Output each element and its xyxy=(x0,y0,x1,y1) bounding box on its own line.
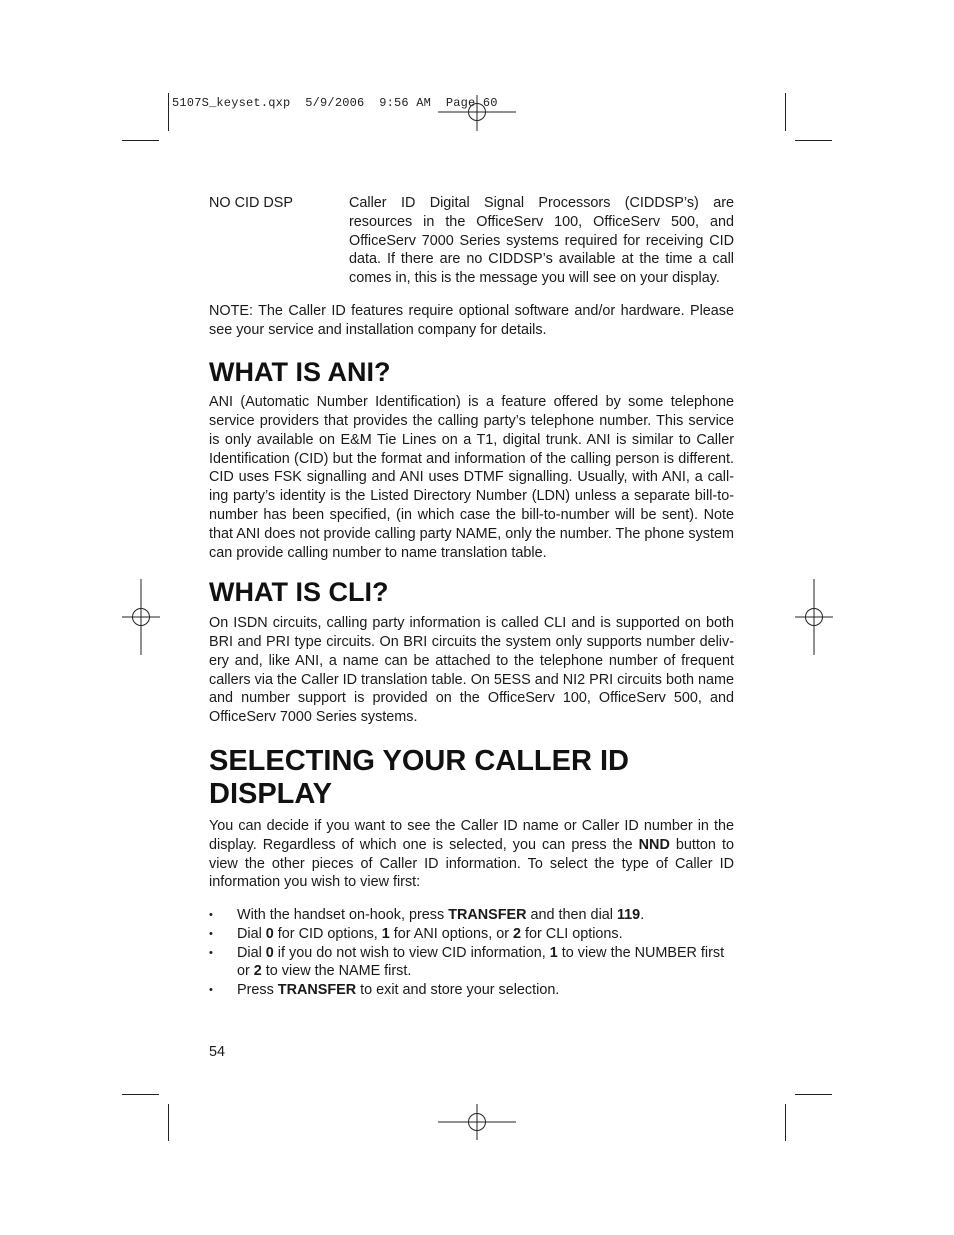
crop-mark xyxy=(122,140,159,141)
text-run: to view the NAME first. xyxy=(261,963,412,980)
crop-mark xyxy=(795,1094,832,1095)
text-run: for CLI options. xyxy=(521,925,623,942)
registration-mark-icon xyxy=(795,579,833,655)
note-paragraph: NOTE: The Caller ID features require optional software and/or hardware. Please see your service and installation company for details. xyxy=(209,302,734,338)
printer-slug: 5107S_keyset.qxp 5/9/2006 9:56 AM Page 60 xyxy=(172,96,498,110)
heading-line: SELECTING YOUR CALLER ID xyxy=(209,744,629,777)
heading-line: DISPLAY xyxy=(209,777,333,810)
registration-mark-icon xyxy=(438,1104,516,1140)
bullet-icon: • xyxy=(209,927,213,940)
crop-mark xyxy=(785,1104,786,1141)
definition-term: NO CID DSP xyxy=(209,195,293,211)
registration-mark-icon xyxy=(122,579,160,655)
list-item xyxy=(209,981,734,1000)
select-display-heading xyxy=(209,745,734,811)
cli-heading: WHAT IS CLI? xyxy=(209,577,389,608)
key-name: 0 xyxy=(265,925,274,942)
list-item xyxy=(209,906,734,925)
cli-paragraph: On ISDN circuits, calling party information is called CLI and is supported on both BRI and PRI type circuits. On BRI circuits the system only supports number delivery and, like ANI, a name can be attached to the telephone number of frequent callers via the Caller ID translation table. On 5ESS and NI2 PRI circuits both name and number support is provided on the OfficeServ 100, OfficeServ 500, and OfficeServ 7000 Series systems. xyxy=(209,615,734,726)
text-run: for CID options, xyxy=(273,925,382,942)
key-name: 1 xyxy=(381,925,390,942)
text-run: button to view the other pieces of Caller ID information. To select the type of Caller ID information you wish to view first: xyxy=(209,836,734,891)
bullet-icon: • xyxy=(209,909,213,922)
text-run: . xyxy=(640,907,645,924)
ani-paragraph: ANI (Automatic Number Identification) is a feature offered by some telephone service providers that provides the calling party’s telephone number. This service is only available on E&M Tie Lines on a T1, digital trunk. ANI is similar to Caller Identification (CID) but the format and information of the calling person is different. CID uses FSK signalling and ANI uses DTMF signalling. Usually, with ANI, a calling party’s identity is the Listed Directory Number (LDN) unless a separate bill-to-number has been specified, (in which case the bill-to-number will be sent). Note that ANI does not provide calling party NAME, only the number. The phone system can provide calling number to name translation table. xyxy=(209,394,734,561)
crop-mark xyxy=(795,140,832,141)
key-name: TRANSFER xyxy=(277,982,357,999)
text-run: to view the NUMBER first or xyxy=(237,944,725,980)
crop-mark xyxy=(168,1104,169,1141)
key-name: 1 xyxy=(549,944,558,961)
key-name: 119 xyxy=(616,907,641,924)
list-item xyxy=(209,944,734,982)
key-name: 2 xyxy=(513,925,522,942)
definition-text: Caller ID Digital Signal Processors (CIDDSP’s) are resources in the OfficeServ 100, OfficeServ 500, and OfficeServ 7000 Series systems required for receiving CID data. If there are no CIDDSP’s available at the time a call comes in, this is the message you will see on your display. xyxy=(349,195,734,287)
page-number: 54 xyxy=(209,1044,226,1060)
crop-mark xyxy=(785,93,786,131)
steps-list xyxy=(209,906,734,1000)
text-run: Press xyxy=(237,982,278,999)
definition-row xyxy=(209,194,734,288)
page-content xyxy=(209,194,734,1000)
select-intro-paragraph xyxy=(209,817,734,892)
text-run: if you do not wish to view CID information, xyxy=(273,944,550,961)
text-run: Dial xyxy=(237,944,266,961)
text-run: Dial xyxy=(237,925,266,942)
registration-mark-icon xyxy=(438,95,516,131)
key-name: NND xyxy=(638,836,670,853)
key-name: 2 xyxy=(253,963,262,980)
text-run: With the handset on-hook, press xyxy=(237,907,449,924)
text-run: and then dial xyxy=(526,907,617,924)
crop-mark xyxy=(122,1094,159,1095)
crop-mark xyxy=(168,93,169,131)
text-run: for ANI options, or xyxy=(389,925,513,942)
key-name: TRANSFER xyxy=(448,907,527,924)
list-item xyxy=(209,925,734,944)
text-run: You can decide if you want to see the Caller ID name or Caller ID number in the display. Regardless of which one is selected, you can press the xyxy=(209,817,734,853)
key-name: 0 xyxy=(265,944,274,961)
bullet-icon: • xyxy=(209,984,213,997)
text-run: to exit and store your selection. xyxy=(356,982,560,999)
bullet-icon: • xyxy=(209,946,213,959)
ani-heading: WHAT IS ANI? xyxy=(209,356,391,387)
